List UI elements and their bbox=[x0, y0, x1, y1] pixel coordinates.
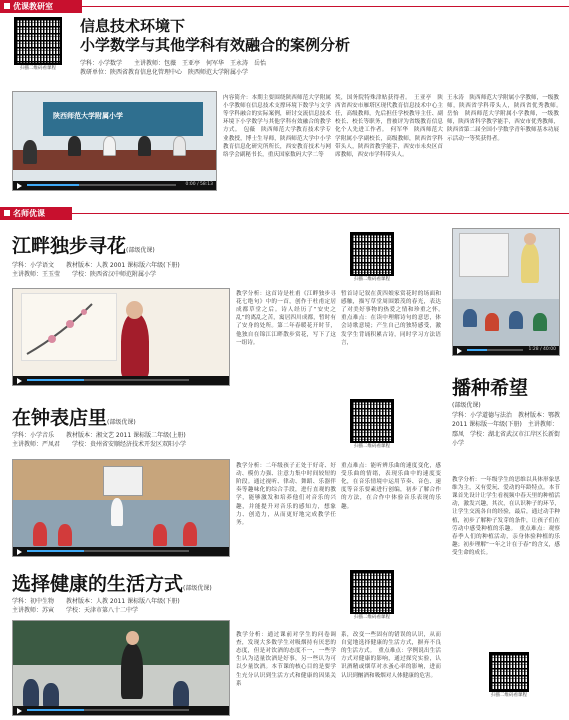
progress-bar[interactable] bbox=[467, 349, 523, 351]
qr-caption: 扫描二维码看课程 bbox=[491, 693, 527, 698]
header-rule bbox=[72, 213, 569, 214]
lesson2-meta-line2: 主讲教师：严凤君 学校：贵州省安顺经济技术开发区双阳小学 bbox=[12, 441, 187, 448]
progress-bar[interactable] bbox=[27, 709, 189, 711]
lesson3-video-player[interactable] bbox=[12, 620, 230, 716]
speaker-figure bbox=[23, 140, 37, 164]
qr-code-icon[interactable] bbox=[350, 570, 394, 614]
whiteboard bbox=[459, 233, 509, 277]
lesson1-column-2: 暂首诗记叙在黄四娘家赏花时的场面和感触，描写草堂周围繁茂的春光，表达了对美好事物的热爱之情和珍重之怀。 重点难点：在读中理解诗句的意思，体会诗歌意境；产生自己的独特感受，激发学生背诵积累古诗，同时学习方法语言， bbox=[341, 291, 447, 346]
video-controls[interactable] bbox=[13, 376, 229, 385]
progress-bar[interactable] bbox=[27, 550, 189, 552]
lesson2-video-player[interactable] bbox=[12, 459, 230, 557]
speaker-figure bbox=[173, 136, 186, 156]
lesson2-column-2: 重点难点：能听辨乐曲的速度变化，感受乐曲的情绪，表现乐曲中的速度变化，在音乐情境中运用节奏、音色、速度等音乐要素进行创编，初步了解合作的方法，在合作中体验音乐表现的乐趣。 bbox=[341, 463, 441, 510]
student-figure bbox=[463, 309, 477, 327]
speaker-figure bbox=[138, 136, 151, 156]
student-figure bbox=[533, 313, 547, 331]
student-figure bbox=[485, 313, 499, 331]
video-banner-text: 陕西师范大学附属小学 bbox=[53, 112, 123, 120]
teacher-figure bbox=[111, 498, 123, 526]
feature-meta-line2: 教研单位：陕西省教育信息化管理中心 陕西师范大学附属小学 bbox=[80, 69, 249, 76]
feature-title-line1: 信息技术环境下 bbox=[80, 17, 186, 35]
square-icon bbox=[4, 3, 10, 9]
lesson1-badge: (部级优课) bbox=[126, 247, 155, 254]
lesson2-column-1: 教学分析：二年级孩子正处于好奇、好动、模仿力强、注意力集中时间较短的阶段。通过视听、律动、舞蹈、乐器伴奏等趣味化的综合手段，进行直观的教学，能够激发和培养他们对音乐的兴趣，并能提升对音乐的感知力，想象力、创造力，从而更好地完成教学任务。 bbox=[236, 463, 336, 526]
progress-bar[interactable] bbox=[27, 379, 189, 381]
qr-code-icon[interactable] bbox=[350, 232, 394, 276]
play-icon[interactable] bbox=[17, 183, 22, 189]
feature-column-1: 内容简介：本期主要围绕陕西师范大学附属小学教师在信息技术支撑环境下数学与文学等学科融合的实际案例，研讨交流信息技术环境下小学数学与其他学科有效融合的教学方式。 包薇 陕西师范大学教育技术学专业教授，博士生导师，陕西师范大学中小学教育信息化研究所所长，西安教育技术与网络学会副秘书长，重庆国家数码大学二等 bbox=[223, 95, 331, 158]
feature-column-3: 王永涛 陕西师范大学附属小学教师，一级教师，陕西省学科带头人，陕西省优秀教师。 岳怡 陕西师范大学附属小学教师，一级教师，陕西省科学教学能手，西安市优秀教师，陕西省第二届全国小学数学青年教师基本功展示活动一等奖获得者。 bbox=[447, 95, 565, 142]
blossom-branch-icon bbox=[22, 294, 118, 362]
student-figure bbox=[33, 522, 47, 546]
lesson1-column-1: 教学分析：这首诗是杜甫《江畔独步寻花七绝句》中的一首，创作于杜甫定居成都草堂之后。诗人经历了“安史之乱”的离乱之苦，寓居四川成都，暂时有了安身的处所。第二年春暖花开时节，他独自在锦江江畔散步赏花，写下了这一组诗。 bbox=[236, 291, 336, 346]
student-figure bbox=[58, 524, 72, 546]
student-figure bbox=[183, 522, 197, 546]
feature-column-2: 奖，国务院特殊津贴获得者。 王亚亭 陕西省西安市雁塔区现代教育信息技术中心主任，高级教师，先后担任学校教导主任、副校长、校长等职务，曾被评为省级教育信息化个人先进工作者。 何军华 陕西师范大学附属小学副校长，高级教师，陕西省学科带头人，陕西省教学能手，西安市未央区首席教师，西安市学科带头人。 bbox=[335, 95, 443, 158]
feature-title-line2: 小学数学与其他学科有效融合的案例分析 bbox=[80, 36, 351, 54]
student-figure bbox=[43, 683, 59, 707]
teacher-head bbox=[126, 631, 139, 645]
lesson2-qr[interactable] bbox=[348, 399, 396, 450]
lesson3-badge: (部级优课) bbox=[183, 585, 212, 592]
lesson4-video-player[interactable] bbox=[452, 228, 560, 356]
section-label: 名师优课 bbox=[13, 209, 45, 218]
square-icon bbox=[4, 210, 10, 216]
lesson4-body: 教学分析：一年级学生的思维以具体形象思维为主，又有爱玩、爱动的年龄特点。本节课首先设计让学生看视频中春天里的种植活动，激发兴趣，其次，在认识种子的环节，让学生交流各自的经验，最后，通过动手种植，初步了解种子发芽的条件，让孩子们在劳动中感受种植的乐趣。 重点难点：观察春季人们的种植活动，亲身体验种植的乐趣；初步理解“一年之计在于春”的含义，感受生命的成长。 bbox=[452, 477, 560, 556]
student-figure bbox=[23, 679, 39, 707]
lesson1-meta-line1: 学科：小学语文 教材版本：人教 2001 课标版六年级(下册) bbox=[12, 262, 180, 269]
lesson3-title bbox=[12, 572, 212, 601]
student-figure bbox=[153, 524, 167, 546]
lesson3-column-2: 系，改变一些固有的错误的认识，从而自觉地选择健康的生活方式，摒弃不良的生活方式。 重点难点：学例说出生活方式对健康的影响，通过探究实验，认识酒精或烟草对水蚤心率的影响，进而认识到酗酒和吸烟对人体健康的危害。 bbox=[341, 632, 441, 679]
progress-bar[interactable] bbox=[27, 184, 176, 186]
projector-screen bbox=[103, 466, 143, 496]
lesson4-qr[interactable] bbox=[486, 652, 532, 699]
speaker-figure bbox=[68, 136, 81, 156]
video-controls[interactable] bbox=[13, 706, 229, 715]
qr-code-icon[interactable] bbox=[14, 17, 62, 65]
play-icon[interactable] bbox=[17, 708, 22, 714]
qr-block[interactable] bbox=[12, 17, 64, 72]
lesson3-meta-line2: 主讲教师：苏寅 学校：天津市第八十二中学 bbox=[12, 607, 139, 614]
section-header-bar bbox=[0, 207, 72, 220]
lesson4-badge: (部级优课) bbox=[452, 402, 481, 409]
qr-caption: 扫描二维码看课程 bbox=[20, 66, 56, 71]
teacher-head bbox=[524, 233, 536, 245]
speaker-figure bbox=[103, 136, 116, 156]
feature-video-player[interactable] bbox=[12, 91, 217, 191]
video-time: 1:28 / 40:00 bbox=[528, 347, 556, 352]
lesson1-video-player[interactable] bbox=[12, 288, 230, 386]
play-icon[interactable] bbox=[457, 348, 462, 354]
qr-caption: 扫描二维码看课程 bbox=[354, 615, 390, 620]
play-icon[interactable] bbox=[17, 549, 22, 555]
lesson1-meta-line2: 主讲教师：王玉莹 学校：陕西省汉中师范附属小学 bbox=[12, 271, 157, 278]
lesson2-title bbox=[12, 406, 136, 435]
lesson1-title-text: 江畔独步寻花 bbox=[12, 235, 127, 257]
teacher-figure bbox=[121, 313, 149, 377]
video-controls[interactable] bbox=[13, 547, 229, 556]
feature-meta-line1: 学科：小学数学 主讲教师：包薇 王亚亭 何军华 王永涛 岳怡 bbox=[80, 60, 267, 67]
lesson1-qr[interactable] bbox=[348, 232, 396, 283]
teacher-figure bbox=[521, 243, 539, 283]
lesson4-meta: 学科：小学道德与法治 教材版本：鄂教 2011 课标版一年级(下册) 主讲教师：鄢凤 学校：湖北省武汉市江岸区长新街小学 bbox=[452, 412, 561, 447]
qr-caption: 扫描二维码看课程 bbox=[354, 444, 390, 449]
qr-code-icon[interactable] bbox=[350, 399, 394, 443]
teacher-head bbox=[126, 301, 143, 319]
video-time: 0:00 / 58:13 bbox=[185, 182, 213, 187]
qr-caption: 扫描二维码看课程 bbox=[354, 277, 390, 282]
lesson2-title-text: 在钟表店里 bbox=[12, 407, 108, 429]
lesson2-meta-line1: 学科：小学音乐 教材版本：湘文艺 2011 课标版二年级(上册) bbox=[12, 432, 186, 439]
section-header-bar bbox=[0, 0, 82, 13]
video-controls[interactable] bbox=[13, 181, 216, 190]
play-icon[interactable] bbox=[17, 378, 22, 384]
header-rule bbox=[82, 6, 569, 7]
lesson4-title: 播种希望 bbox=[452, 377, 529, 399]
lesson3-title-text: 选择健康的生活方式 bbox=[12, 573, 184, 595]
teacher-figure bbox=[121, 643, 143, 699]
student-figure bbox=[509, 311, 523, 329]
section-label: 优课教研室 bbox=[13, 2, 53, 11]
student-figure bbox=[173, 681, 189, 707]
lesson3-meta-line1: 学科：初中生物 教材版本：人教 2011 课标版八年级(下册) bbox=[12, 598, 180, 605]
lesson2-badge: (部级优课) bbox=[107, 419, 136, 426]
ink-painting bbox=[21, 293, 117, 361]
lesson3-column-1: 教学分析：通过课前对学生的问卷调查，发现大多数学生对吸烟持有厌恶的态度，但是对饮酒的态度不一，一些学生认为适量饮酒是好事，另一些认为可以少量饮酒。本节课的核心目的是要学生充分认识到生活方式和健康的因果关系 bbox=[236, 632, 336, 687]
lesson3-qr[interactable] bbox=[348, 570, 396, 621]
lesson1-title bbox=[12, 234, 155, 263]
video-controls[interactable] bbox=[453, 346, 559, 355]
qr-code-icon[interactable] bbox=[489, 652, 529, 692]
